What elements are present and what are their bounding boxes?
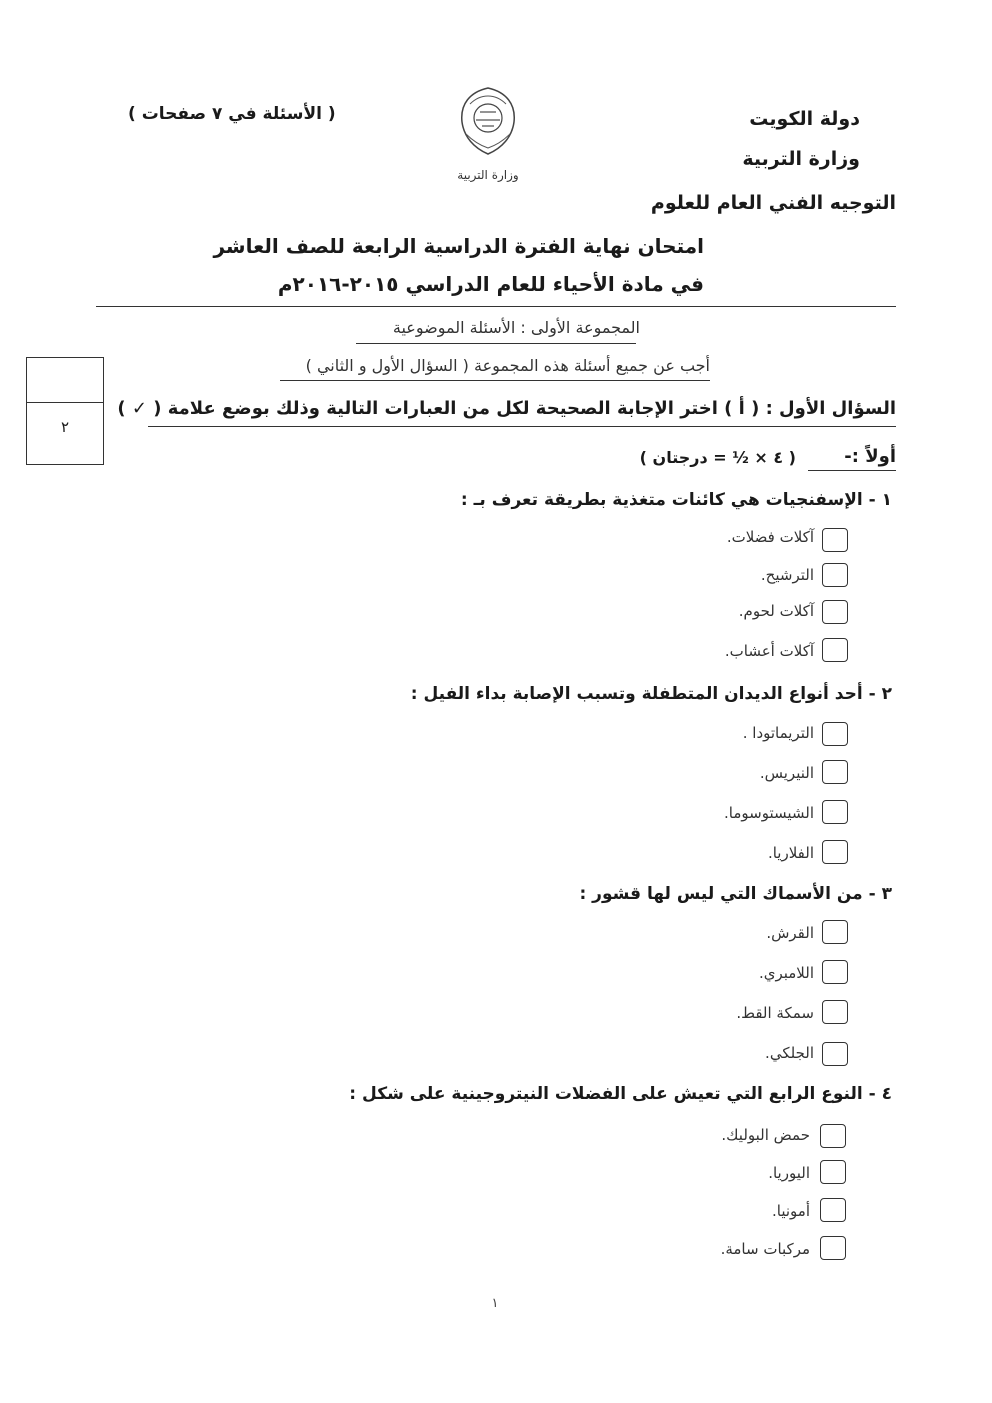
item-2-option-2-label: النيريس. (759, 764, 814, 782)
department-name: التوجيه الفني العام للعلوم (650, 192, 896, 214)
item-2-option-4-label: الفلاريا. (767, 844, 814, 862)
question-one-underline (148, 426, 896, 427)
pages-note: ( الأسئلة في ٧ صفحات ) (128, 104, 336, 124)
item-3-option-4-checkbox[interactable] (822, 1042, 848, 1066)
marks-label-underline (808, 470, 896, 471)
marks-value: ( ٤ × ½ = درجتان ) (639, 448, 796, 467)
item-3-stem: ٣ - من الأسماك التي ليس لها قشور : (579, 884, 892, 904)
item-4-option-3-checkbox[interactable] (820, 1198, 846, 1222)
item-4-option-1-label: حمض البوليك. (721, 1126, 810, 1144)
item-1-option-2-label: الترشيح. (760, 566, 814, 584)
item-1-option-3-checkbox[interactable] (822, 600, 848, 624)
item-1-stem: ١ - الإسفنجيات هي كائنات متغذية بطريقة تعرف بـ : (460, 490, 892, 510)
group-title-underline (356, 343, 636, 344)
header-divider (96, 306, 896, 307)
item-1-option-4-label: آكلات أعشاب. (724, 642, 814, 660)
item-2-option-3-checkbox[interactable] (822, 800, 848, 824)
group-instruction-underline (280, 380, 710, 381)
item-4-option-1-checkbox[interactable] (820, 1124, 846, 1148)
exam-subject: في مادة الأحياء للعام الدراسي ٢٠١٥-٢٠١٦م (277, 272, 704, 296)
score-box (26, 357, 104, 465)
item-1-option-4-checkbox[interactable] (822, 638, 848, 662)
item-3-option-3-label: سمكة القط. (736, 1004, 814, 1022)
exam-title: امتحان نهاية الفترة الدراسية الرابعة للصف العاشر (213, 234, 704, 258)
group-instruction: أجب عن جميع أسئلة هذه المجموعة ( السؤال الأول و الثاني ) (305, 356, 710, 375)
item-3-option-2-checkbox[interactable] (822, 960, 848, 984)
ministry-name: وزارة التربية (742, 148, 860, 170)
score-value: ٢ (60, 418, 70, 436)
item-4-stem: ٤ - النوع الرابع التي تعيش على الفضلات النيتروجينية على شكل : (349, 1084, 892, 1104)
page-number: ١ (491, 1296, 499, 1311)
item-2-option-4-checkbox[interactable] (822, 840, 848, 864)
item-1-option-1-label: آكلات فضلات. (726, 528, 814, 546)
kuwait-emblem-icon (446, 82, 530, 182)
item-2-stem: ٢ - أحد أنواع الديدان المتطفلة وتسبب الإصابة بداء الفيل : (410, 684, 892, 704)
item-3-option-3-checkbox[interactable] (822, 1000, 848, 1024)
item-4-option-3-label: أمونيا. (772, 1202, 810, 1220)
country-name: دولة الكويت (749, 108, 860, 130)
item-4-option-4-label: مركبات سامة. (720, 1240, 810, 1258)
item-2-option-1-label: التريماتودا . (742, 724, 814, 742)
item-1-option-2-checkbox[interactable] (822, 563, 848, 587)
item-3-option-4-label: الجلكي. (765, 1044, 814, 1062)
item-2-option-3-label: الشيستوسوما. (724, 804, 814, 822)
item-4-option-2-checkbox[interactable] (820, 1160, 846, 1184)
item-2-option-2-checkbox[interactable] (822, 760, 848, 784)
item-2-option-1-checkbox[interactable] (822, 722, 848, 746)
marks-label: أولاً :- (844, 446, 896, 467)
item-4-option-2-label: اليوريا. (768, 1164, 810, 1182)
group-title: المجموعة الأولى : الأسئلة الموضوعية (392, 318, 640, 337)
item-3-option-2-label: اللامبري. (758, 964, 814, 982)
item-3-option-1-checkbox[interactable] (822, 920, 848, 944)
item-4-option-4-checkbox[interactable] (820, 1236, 846, 1260)
emblem-caption: وزارة التربية (457, 168, 519, 182)
question-one-heading: السؤال الأول : ( أ ) اختر الإجابة الصحيحة لكل من العبارات التالية وذلك بوضع علامة ( ✓ ) (117, 398, 896, 419)
item-1-option-3-label: آكلات لحوم. (738, 602, 814, 620)
item-3-option-1-label: القرش. (766, 924, 814, 942)
item-1-option-1-checkbox[interactable] (822, 528, 848, 552)
